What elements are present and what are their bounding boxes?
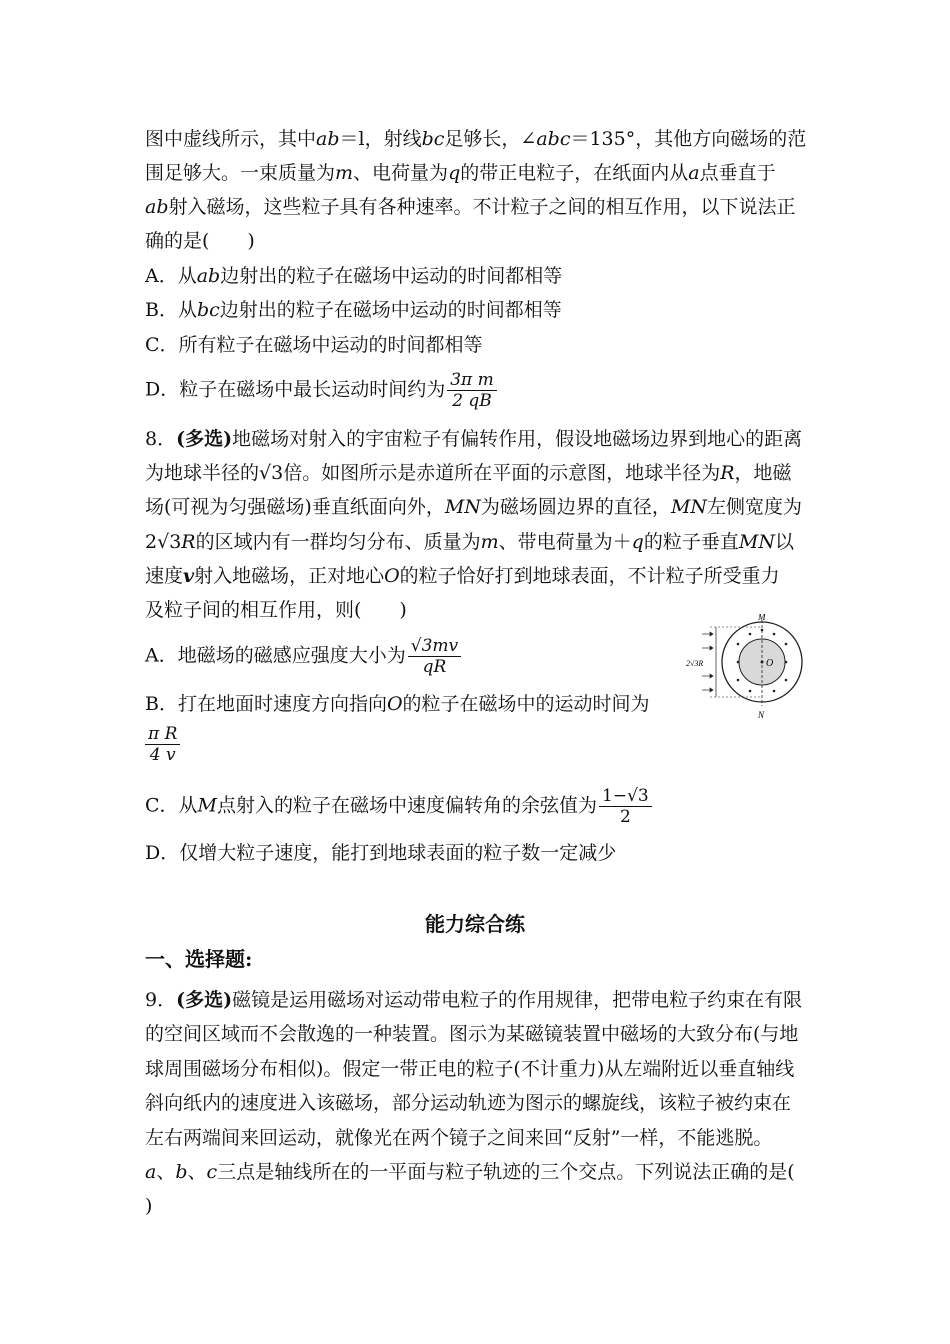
q8-option-a: A．地磁场的磁感应强度大小为 $\frac{√3mv}{qR}$ xyxy=(145,636,463,677)
q8-line-3: 场(可视为匀强磁场)垂直纸面向外，MN为磁场圆边界的直径，MN左侧宽度为 xyxy=(145,496,803,518)
q9-line-4: 斜向纸内的速度进入该磁场，部分运动轨迹为图示的螺旋线，该粒子被约束在 xyxy=(145,1092,792,1114)
earth-magnetic-field-figure xyxy=(684,614,814,724)
q7-line-4: 确的是( ) xyxy=(145,230,255,252)
label-width: 2√3R xyxy=(686,659,704,668)
q9-line-6: a、b、c三点是轴线所在的一平面与粒子轨迹的三个交点。下列说法正确的是( xyxy=(145,1161,795,1183)
q7-option-c: C．所有粒子在磁场中运动的时间都相等 xyxy=(145,334,483,356)
q7-option-d: D．粒子在磁场中最长运动时间约为 $\frac{\text{3π m}}{2 qB}$ xyxy=(145,370,499,411)
q8-line-4: 2√3R的区域内有一群均匀分布、质量为m、带电荷量为＋q的粒子垂直MN以 xyxy=(145,531,794,553)
fraction: $\frac{\text{3π m}}{2 qB}$ xyxy=(447,370,497,411)
q7-option-a: A．从ab边射出的粒子在磁场中运动的时间都相等 xyxy=(145,265,563,287)
q8-option-b: B．打在地面时速度方向指向O的粒子在磁场中的运动时间为 xyxy=(145,693,650,715)
q8-option-d: D．仅增大粒子速度，能打到地球表面的粒子数一定减少 xyxy=(145,842,617,864)
label-n: N xyxy=(758,710,765,720)
q7-line-1: 图中虚线所示，其中ab＝l，射线bc足够长，∠abc＝135°，其他方向磁场的范 xyxy=(145,128,807,150)
label-m: M xyxy=(758,614,766,622)
earth-center-dot xyxy=(761,661,764,664)
q7-line-3: ab射入磁场，这些粒子具有各种速率。不计粒子之间的相互作用，以下说法正 xyxy=(145,196,796,218)
particle-arrows xyxy=(702,632,713,692)
fraction: $\frac{\text{π R}}{4 v}$ xyxy=(145,724,180,765)
section-title: 能力综合练 xyxy=(425,912,525,936)
q7-line-2: 围足够大。一束质量为m、电荷量为q的带正电粒子，在纸面内从a点垂直于 xyxy=(145,162,776,184)
q7-option-b: B．从bc边射出的粒子在磁场中运动的时间都相等 xyxy=(145,299,562,321)
q8-line-2: 为地球半径的√3倍。如图所示是赤道所在平面的示意图，地球半径为R，地磁 xyxy=(145,462,792,484)
section-subtitle: 一、选择题: xyxy=(145,947,253,971)
q9-line-3: 球周围磁场分布相似)。假定一带正电的粒子(不计重力)从左端附近以垂直轴线 xyxy=(145,1058,795,1080)
q8-option-c: C．从M点射入的粒子在磁场中速度偏转角的余弦值为 $\frac{1-√3}{2}$ xyxy=(145,786,654,827)
fraction: $\frac{1-√3}{2}$ xyxy=(599,786,652,827)
figure-svg xyxy=(684,614,814,724)
q8-option-b-fraction xyxy=(143,724,182,765)
q9-line-5: 左右两端间来回运动，就像光在两个镜子之间来回“反射”一样，不能逃脱。 xyxy=(145,1127,773,1149)
q9-line-1: 9．(多选)磁镜是运用磁场对运动带电粒子的作用规律，把带电粒子约束在有限 xyxy=(145,989,803,1011)
label-o: O xyxy=(766,658,774,669)
q9-line-2: 的空间区域而不会散逸的一种装置。图示为某磁镜装置中磁场的大致分布(与地 xyxy=(145,1023,799,1045)
fraction: $\frac{√3mv}{qR}$ xyxy=(408,636,461,677)
q9-line-7: ) xyxy=(145,1195,153,1217)
q8-line-5: 速度v射入地磁场，正对地心O的粒子恰好打到地球表面，不计粒子所受重力 xyxy=(145,565,780,587)
q8-line-6: 及粒子间的相互作用，则( ) xyxy=(145,599,407,621)
q8-line-1: 8．(多选)地磁场对射入的宇宙粒子有偏转作用，假设地磁场边界到地心的距离 xyxy=(145,428,803,450)
